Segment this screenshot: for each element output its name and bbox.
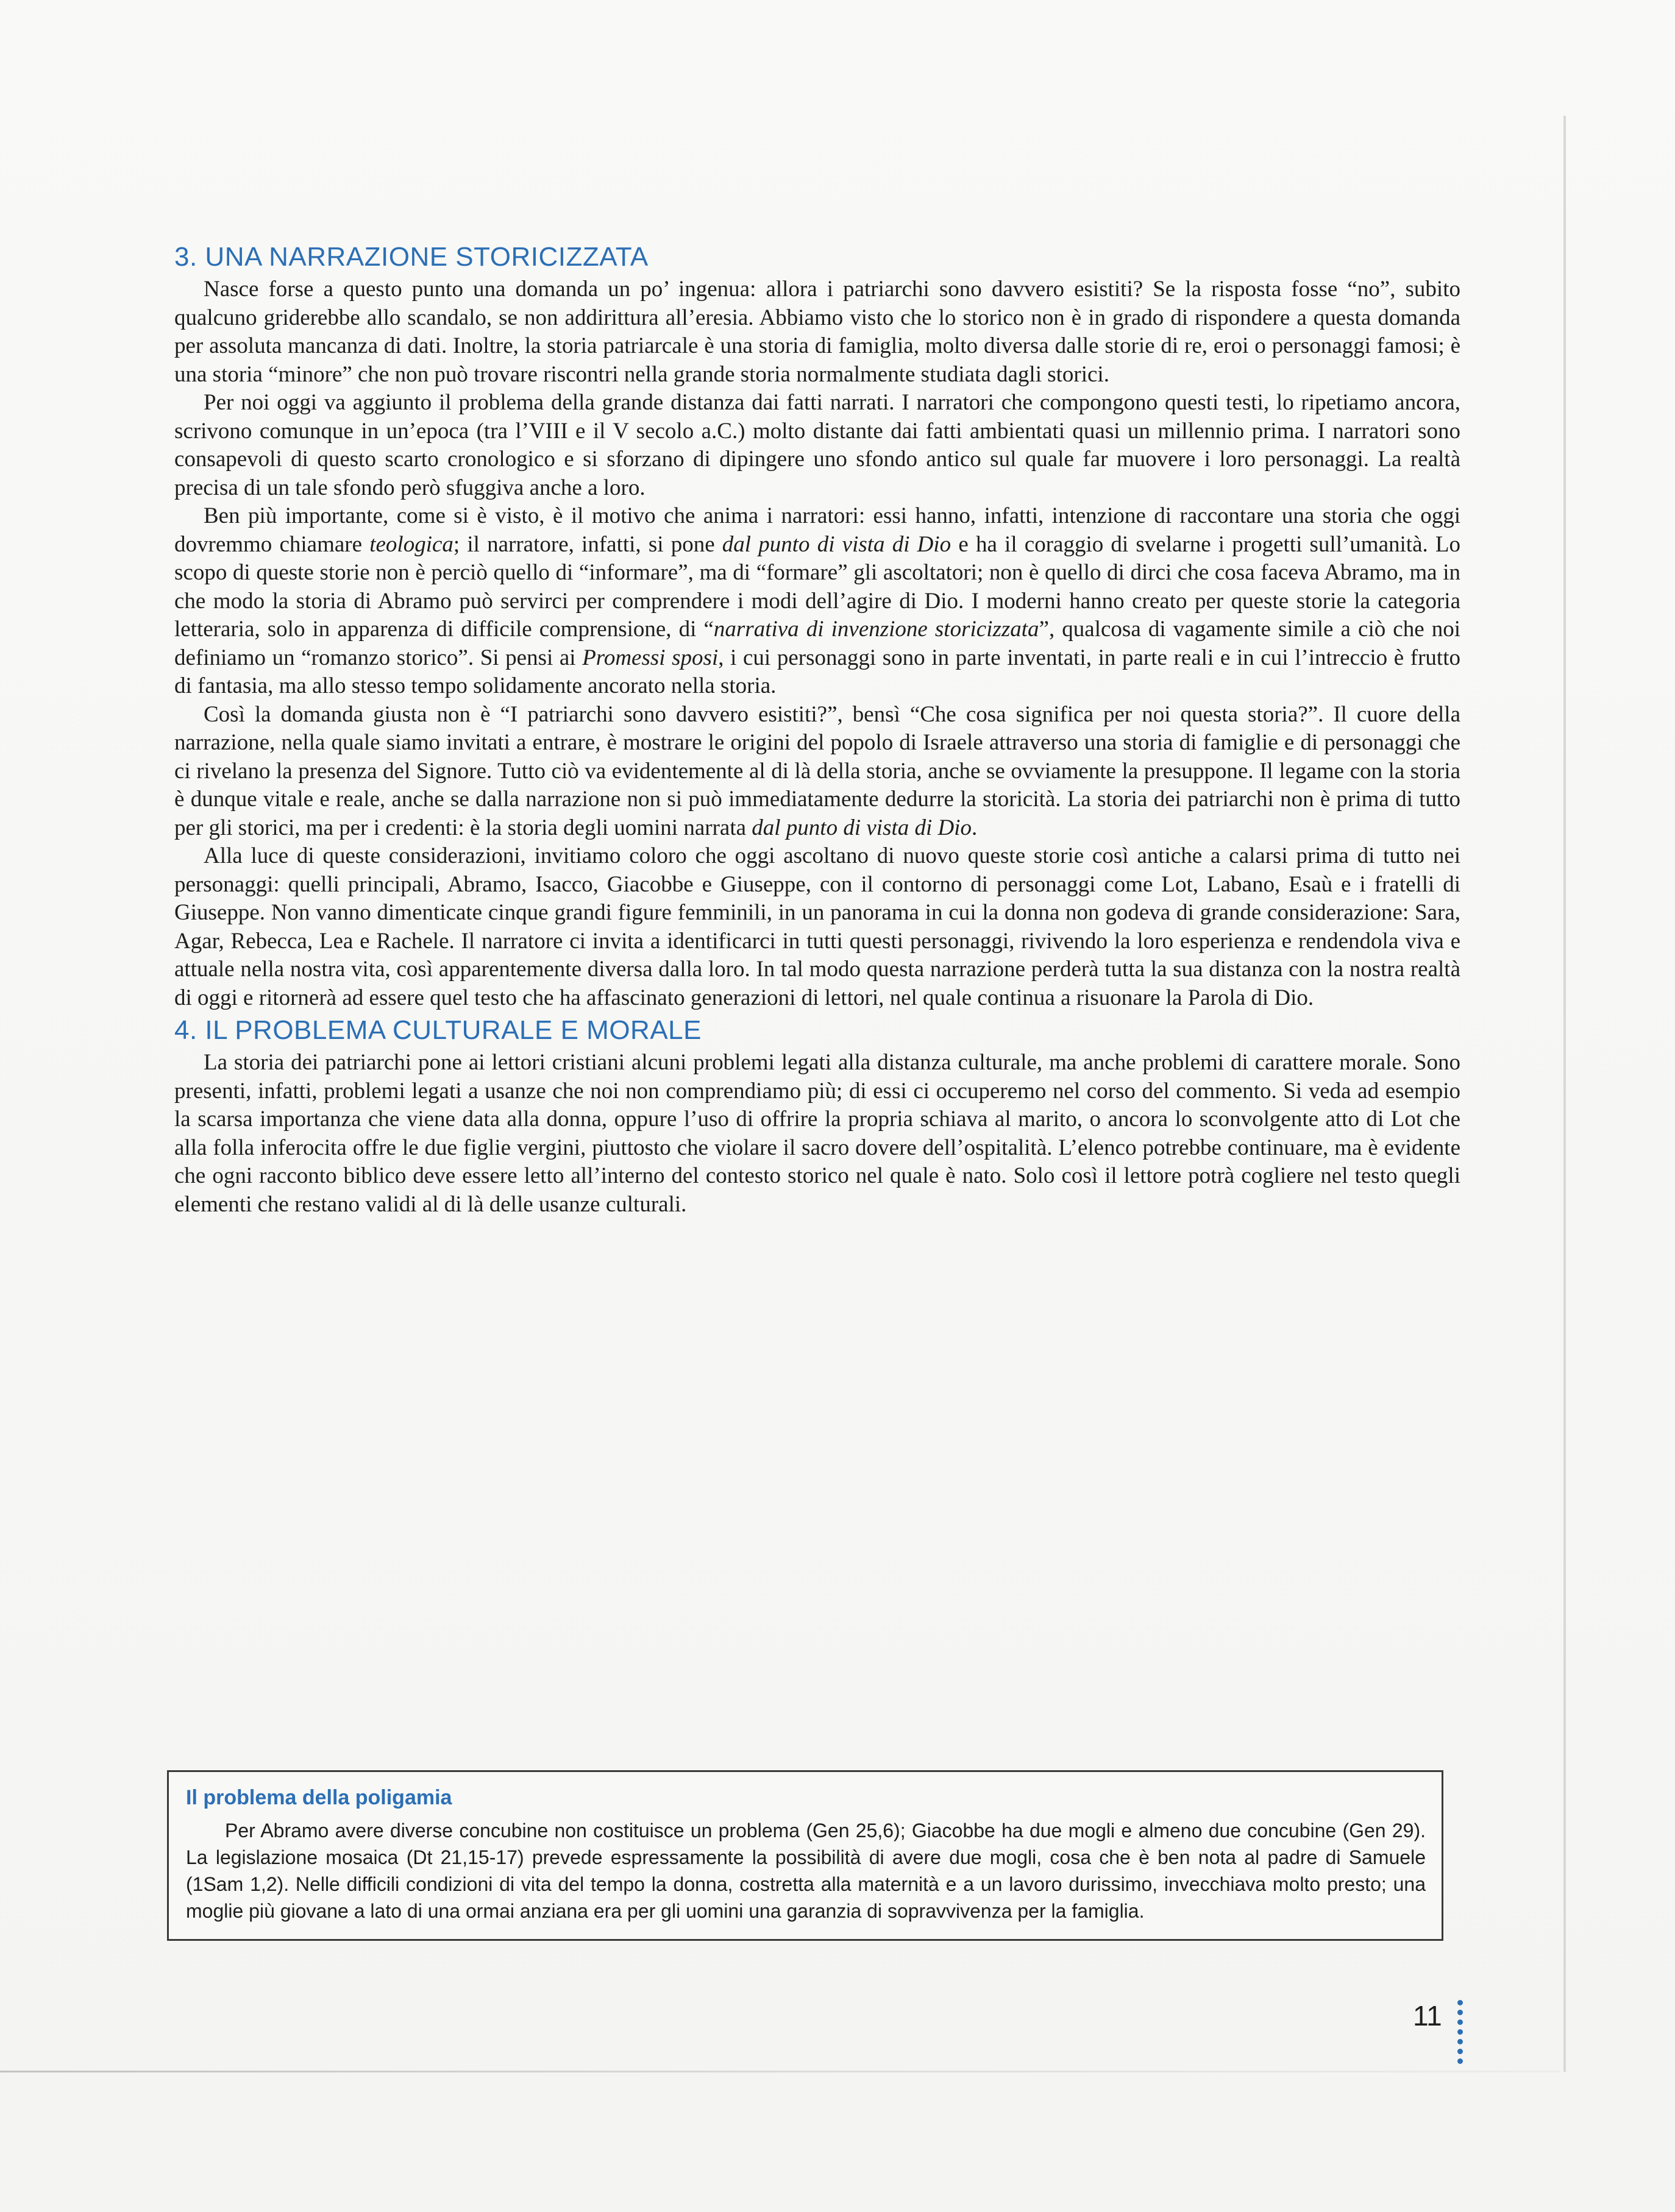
- section-3-body: [174, 275, 1460, 1012]
- italic-run: dal punto di vista di Dio: [752, 815, 972, 840]
- sidebar-box-polygamy: [167, 1770, 1443, 1941]
- page-edge-divider: [1563, 116, 1566, 2072]
- italic-run: teologica: [369, 531, 453, 557]
- section-4-paragraph-1: La storia dei patriarchi pone ai lettori cristiani alcuni problemi legati alla distanza culturale, ma anche problemi di carattere morale. Sono presenti, infatti, problemi legati a usanze che noi non comprendiamo più; di essi ci occuperemo nel corso del commento. Si veda ad esempio la scarsa importanza che viene data alla donna, oppure l’uso di offrire la propria schiava al marito, o ancora lo sconvolgente atto di Lot che alla folla inferocita offre le due figlie vergini, piuttosto che violare il sacro dovere dell’ospitalità. L’elenco potrebbe continuare, ma è evidente che ogni racconto biblico deve essere letto all’interno del contesto storico nel quale è nato. Solo così il lettore potrà cogliere nel testo quegli elementi che restano validi al di là delle usanze culturali.: [174, 1050, 1460, 1217]
- italic-run: narrativa di invenzione storicizzata: [713, 617, 1039, 642]
- section-3-paragraph-4: [174, 701, 1460, 843]
- text-run: .: [972, 815, 978, 840]
- section-3-title: 3. UNA NARRAZIONE STORICIZZATA: [174, 242, 649, 272]
- text-run: ; il narratore, infatti, si pone: [453, 531, 722, 557]
- text-run: ”, qualcosa di vagamente simile a ciò che noi definiamo un “romanzo storico”. Si pensi ai: [174, 617, 1460, 670]
- text-run: , i cui personaggi sono in parte inventati, in parte reali e in cui l’intreccio è frutto di fantasia, ma allo stesso tempo solidamente ancorato nella storia.: [174, 645, 1460, 698]
- scan-fold-line: [0, 2071, 1560, 2072]
- text-run: Ben più importante, come si è visto, è il motivo che anima i narratori: essi hanno, infatti, intenzione di raccontare una storia che oggi dovremmo chiamare: [174, 503, 1460, 557]
- section-4-body: [174, 1049, 1460, 1219]
- sidebar-title: Il problema della poligamia: [186, 1786, 452, 1809]
- section-3-paragraph-5: Alla luce di queste considerazioni, invitiamo coloro che oggi ascoltano di nuovo queste storie così antiche a calarsi prima di tutto nei personaggi: quelli principali, Abramo, Isacco, Giacobbe e Giuseppe, con il contorno di personaggi come Lot, Labano, Esaù e i fratelli di Giuseppe. Non vanno dimenticate cinque grandi figure femminili, in un panorama in cui la donna non godeva di grande considerazione: Sara, Agar, Rebecca, Lea e Rachele. Il narratore ci invita a identificarci in tutti questi personaggi, rivivendo la loro esperienza e rendendola viva e attuale nella nostra vita, così apparentemente diversa dalla loro. In tal modo questa narrazione perderà tutta la sua distanza con la nostra realtà di oggi e ritornerà ad essere quel testo che ha affascinato generazioni di lettori, nel quale continua a risuonare la Parola di Dio.: [174, 843, 1460, 1010]
- italic-run: dal punto di vista di Dio: [722, 531, 951, 557]
- text-run: e ha il coraggio di svelarne i progetti sull’umanità. Lo scopo di queste storie non è perciò quello di “informare”, ma di “formare” gli ascoltatori; non è quello di dirci che cosa faceva Abramo, ma in che modo la storia di Abramo può servirci per comprendere i modi dell’agire di Dio. I moderni hanno creato per queste storie la categoria letteraria, solo in apparenza di difficile comprensione, di “: [174, 531, 1461, 642]
- page-number-dots-ornament: [1456, 2000, 1464, 2073]
- section-3-paragraph-2: Per noi oggi va aggiunto il problema della grande distanza dai fatti narrati. I narratori che compongono questi testi, lo ripetiamo ancora, scrivono comunque in un’epoca (tra l’VIII e il V secolo a.C.) molto distante dai fatti ambientati quasi un millennio prima. I narratori sono consapevoli di questo scarto cronologico e si sforzano di dipingere uno sfondo antico sul quale far muovere i loro personaggi. La realtà precisa di un tale sfondo però sfuggiva anche a loro.: [174, 390, 1460, 500]
- section-3-paragraph-3: [174, 502, 1460, 701]
- page-number: 11: [1413, 2000, 1442, 2032]
- sidebar-text: Per Abramo avere diverse concubine non costituisce un problema (Gen 25,6); Giacobbe ha due mogli e almeno due concubine (Gen 29). La legislazione mosaica (Dt 21,15-17) prevede espressamente la possibilità di avere due mogli, cosa che è ben nota al padre di Samuele (1Sam 1,2). Nelle difficili condizioni di vita del tempo la donna, costretta alla maternità e a un lavoro durissimo, invecchiava molto presto; una moglie più giovane a lato di una ormai anziana era per gli uomini una garanzia di sopravvivenza per la famiglia.: [186, 1820, 1426, 1922]
- italic-run: Promessi sposi: [582, 645, 719, 670]
- section-4-title: 4. IL PROBLEMA CULTURALE E MORALE: [174, 1015, 702, 1045]
- text-run: Così la domanda giusta non è “I patriarchi sono davvero esistiti?”, bensì “Che cosa significa per noi questa storia?”. Il cuore della narrazione, nella quale siamo invitati a entrare, è mostrare le origini del popolo di Israele attraverso una storia di famiglie e di personaggi che ci rivelano la presenza del Signore. Tutto ciò va evidentemente al di là della storia, anche se ovviamente la presuppone. Il legame con la storia è dunque vitale e reale, anche se dalla narrazione non si può immediatamente dedurre la storicità. La storia dei patriarchi non è prima di tutto per gli storici, ma per i credenti: è la storia degli uomini narrata: [174, 701, 1460, 840]
- main-content: [174, 239, 1460, 1219]
- section-3-paragraph-1: Nasce forse a questo punto una domanda un po’ ingenua: allora i patriarchi sono davvero esistiti? Se la risposta fosse “no”, subito qualcuno griderebbe allo scandalo, se non addirittura all’eresia. Abbiamo visto che lo storico non è in grado di rispondere a questa domanda per assoluta mancanza di dati. Inoltre, la storia patriarcale è una storia di famiglia, molto diversa dalle storie di re, eroi o personaggi famosi; è una storia “minore” che non può trovare riscontri nella grande storia normalmente studiata dagli storici.: [174, 277, 1460, 387]
